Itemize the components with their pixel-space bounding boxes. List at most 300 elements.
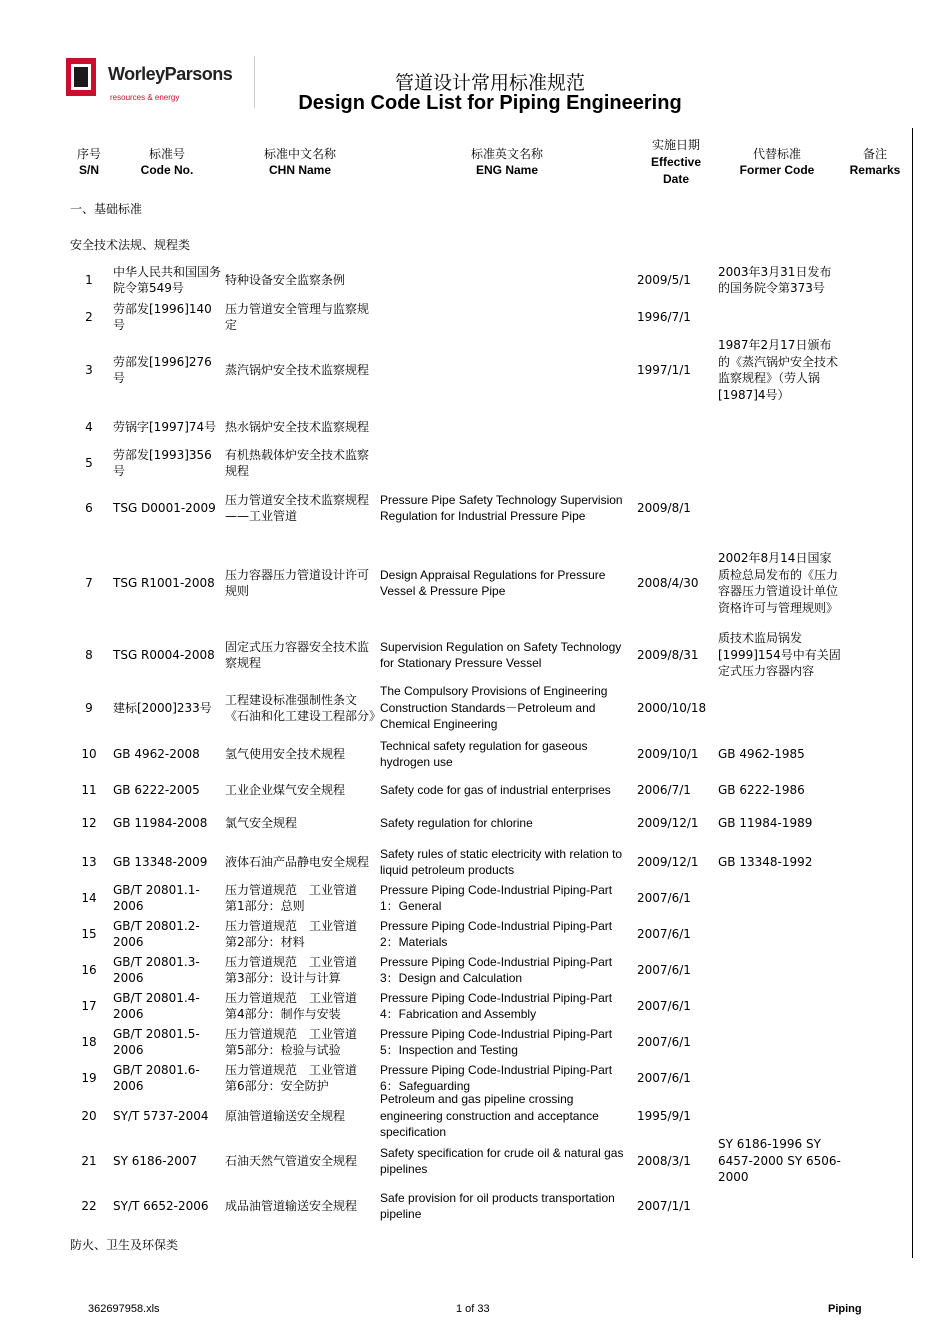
- table-row: [0, 262, 950, 298]
- cell-former-text: GB 4962-1985: [718, 746, 805, 761]
- cell-eng-text: Pressure Piping Code-Industrial Piping-Part 3：Design and Calculation: [380, 954, 613, 985]
- section-safety: 安全技术法规、规程类: [70, 238, 191, 252]
- cell-date: [637, 917, 715, 951]
- logo-mark-icon: [66, 58, 96, 96]
- table-row: [0, 300, 950, 334]
- cell-eng: [380, 683, 634, 733]
- cell-sn: [70, 845, 108, 879]
- cell-date-text: 2000/10/18: [637, 700, 707, 715]
- cell-date: [637, 262, 715, 298]
- cell-date-text: 1996/7/1: [637, 309, 691, 324]
- logo-name: WorleyParsons: [108, 64, 233, 84]
- cell-sn-text: 8: [85, 647, 93, 662]
- cell-sn: [70, 262, 108, 298]
- table-row: [0, 538, 950, 628]
- header-chn-name: [225, 146, 375, 178]
- cell-eng-text: Supervision Regulation on Safety Technology for Stationary Pressure Vessel: [380, 639, 622, 670]
- cell-former-text: GB 11984-1989: [718, 815, 813, 830]
- cell-date: [637, 1061, 715, 1095]
- cell-former: [718, 845, 843, 879]
- cell-chn: [225, 330, 375, 410]
- table-row: [0, 1093, 950, 1139]
- cell-sn: [70, 917, 108, 951]
- cell-former: [718, 1093, 843, 1139]
- cell-date: [637, 444, 715, 482]
- cell-chn: [225, 1137, 375, 1185]
- table-row: [0, 683, 950, 733]
- cell-date: [637, 1093, 715, 1139]
- header-former: [722, 146, 832, 178]
- cell-code-text: GB 13348-2009: [113, 854, 208, 869]
- cell-code-text: GB 11984-2008: [113, 815, 208, 830]
- cell-code: [113, 410, 221, 444]
- cell-code-text: GB/T 20801.4-2006: [113, 990, 200, 1021]
- cell-code-text: 劳部发[1996]276号: [113, 354, 212, 385]
- cell-code: [113, 538, 221, 628]
- cell-eng: [380, 444, 634, 482]
- cell-former: [718, 485, 843, 531]
- cell-chn: [225, 809, 375, 837]
- cell-sn: [70, 881, 108, 915]
- cell-date: [637, 953, 715, 987]
- cell-code-text: 劳部发[1996]140号: [113, 301, 212, 332]
- table-row: [0, 737, 950, 771]
- cell-code: [113, 881, 221, 915]
- cell-sn-text: 10: [81, 746, 97, 761]
- cell-code: [113, 917, 221, 951]
- header-code-cn: 标准号: [148, 147, 185, 161]
- cell-chn-text: 压力管道规范 工业管道 第1部分：总则: [225, 882, 370, 913]
- cell-eng: [380, 485, 634, 531]
- cell-sn: [70, 300, 108, 334]
- cell-code: [113, 737, 221, 771]
- cell-former: [718, 444, 843, 482]
- cell-code: [113, 683, 221, 733]
- cell-date-text: 2008/3/1: [637, 1153, 691, 1168]
- cell-eng: [380, 1061, 634, 1095]
- cell-former: [718, 1188, 843, 1224]
- cell-sn-text: 13: [81, 854, 97, 869]
- cell-chn-text: 石油天然气管道安全规程: [225, 1153, 358, 1168]
- cell-sn-text: 4: [85, 419, 93, 434]
- table-row: [0, 845, 950, 879]
- cell-sn-text: 1: [85, 272, 93, 287]
- cell-chn: [225, 737, 375, 771]
- cell-eng: [380, 300, 634, 334]
- cell-eng: [380, 989, 634, 1023]
- footer-file: 362697958.xls: [88, 1303, 160, 1315]
- cell-former: [718, 683, 843, 733]
- cell-code-text: SY/T 5737-2004: [113, 1108, 209, 1123]
- title-chinese: 管道设计常用标准规范: [394, 72, 585, 94]
- cell-chn: [225, 953, 375, 987]
- cell-date: [637, 809, 715, 837]
- cell-former: [718, 410, 843, 444]
- cell-sn-text: 16: [81, 962, 97, 977]
- cell-eng-text: Safety regulation for chlorine: [380, 815, 533, 830]
- cell-code: [113, 444, 221, 482]
- cell-date-text: 2009/12/1: [637, 854, 699, 869]
- cell-code: [113, 300, 221, 334]
- cell-date-text: 2009/8/31: [637, 647, 699, 662]
- table-row: [0, 629, 950, 681]
- cell-eng: [380, 262, 634, 298]
- cell-former-text: 质技术监局锅发[1999]154号中有关固定式压力容器内容: [718, 631, 841, 679]
- cell-sn-text: 5: [85, 455, 93, 470]
- cell-code-text: GB/T 20801.5-2006: [113, 1026, 200, 1057]
- cell-date-text: 2009/10/1: [637, 746, 699, 761]
- cell-former: [718, 300, 843, 334]
- company-logo: [64, 56, 255, 108]
- cell-code: [113, 1137, 221, 1185]
- cell-sn-text: 21: [81, 1153, 97, 1168]
- cell-chn-text: 压力容器压力管道设计许可规则: [225, 567, 370, 598]
- header-remarks-en: Remarks: [849, 163, 901, 177]
- cell-sn: [70, 1025, 108, 1059]
- header-eng-name: [380, 146, 634, 178]
- cell-former-text: SY 6186-1996 SY 6457-2000 SY 6506-2000: [718, 1137, 841, 1185]
- cell-former: [718, 262, 843, 298]
- cell-eng: [380, 1188, 634, 1224]
- cell-chn: [225, 1061, 375, 1095]
- cell-date: [637, 737, 715, 771]
- cell-sn-text: 11: [81, 782, 97, 797]
- cell-chn-text: 氯气安全规程: [225, 815, 298, 830]
- cell-chn-text: 压力管道规范 工业管道 第5部分：检验与试验: [225, 1026, 370, 1057]
- cell-chn-text: 压力管道规范 工业管道 第3部分：设计与计算: [225, 954, 370, 985]
- cell-code: [113, 953, 221, 987]
- cell-code-text: TSG R1001-2008: [113, 575, 215, 590]
- cell-chn: [225, 845, 375, 879]
- header-sn-cn: 序号: [76, 147, 101, 161]
- cell-code: [113, 989, 221, 1023]
- cell-eng: [380, 1093, 634, 1139]
- cell-code-text: GB/T 20801.2-2006: [113, 918, 200, 949]
- header-date-cn: 实施日期: [651, 138, 700, 152]
- cell-chn-text: 压力管道规范 工业管道 第2部分：材料: [225, 918, 370, 949]
- cell-eng-text: Safety specification for crude oil & natural gas pipelines: [380, 1145, 624, 1176]
- cell-former: [718, 989, 843, 1023]
- cell-date: [637, 845, 715, 879]
- table-row: [0, 809, 950, 837]
- cell-eng-text: Pressure Piping Code-Industrial Piping-Part 2：Materials: [380, 918, 613, 949]
- title-english: Design Code List for Piping Engineering: [298, 92, 682, 114]
- cell-eng-text: Pressure Pipe Safety Technology Supervision Regulation for Industrial Pressure Pipe: [380, 492, 623, 523]
- cell-sn-text: 17: [81, 998, 97, 1013]
- cell-chn-text: 氢气使用安全技术规程: [225, 746, 346, 761]
- table-row: [0, 1137, 950, 1185]
- table-row: [0, 485, 950, 531]
- logo-tagline: resources & energy: [110, 93, 180, 102]
- cell-chn: [225, 410, 375, 444]
- cell-eng: [380, 773, 634, 807]
- cell-eng-text: Design Appraisal Regulations for Pressure Vessel & Pressure Pipe: [380, 567, 606, 598]
- cell-chn: [225, 917, 375, 951]
- cell-eng-text: Pressure Piping Code-Industrial Piping-Part 5：Inspection and Testing: [380, 1026, 613, 1057]
- cell-former: [718, 881, 843, 915]
- cell-sn: [70, 953, 108, 987]
- cell-code-text: GB 6222-2005: [113, 782, 200, 797]
- cell-former: [718, 773, 843, 807]
- cell-code-text: GB/T 20801.1-2006: [113, 882, 200, 913]
- cell-date: [637, 410, 715, 444]
- cell-sn: [70, 773, 108, 807]
- cell-eng: [380, 538, 634, 628]
- cell-eng: [380, 1025, 634, 1059]
- cell-eng-text: Petroleum and gas pipeline crossing engineering construction and acceptance specification: [380, 1092, 599, 1140]
- cell-sn: [70, 809, 108, 837]
- cell-chn: [225, 1188, 375, 1224]
- cell-date: [637, 629, 715, 681]
- cell-sn-text: 3: [85, 362, 93, 377]
- cell-eng: [380, 629, 634, 681]
- header-sn: [66, 146, 112, 178]
- cell-code-text: GB 4962-2008: [113, 746, 200, 761]
- cell-date: [637, 330, 715, 410]
- cell-former: [718, 953, 843, 987]
- cell-date: [637, 683, 715, 733]
- cell-date-text: 2009/5/1: [637, 272, 691, 287]
- cell-date-text: 1997/1/1: [637, 362, 691, 377]
- cell-code: [113, 330, 221, 410]
- cell-code-text: TSG R0004-2008: [113, 647, 215, 662]
- header-former-cn: 代替标准: [752, 147, 801, 161]
- cell-date-text: 2007/6/1: [637, 962, 691, 977]
- cell-chn: [225, 485, 375, 531]
- header-chn-cn: 标准中文名称: [263, 147, 336, 161]
- cell-date: [637, 538, 715, 628]
- cell-date: [637, 881, 715, 915]
- table-row: [0, 989, 950, 1023]
- header-date-en2: Date: [662, 172, 689, 186]
- cell-sn-text: 12: [81, 815, 97, 830]
- cell-code: [113, 485, 221, 531]
- cell-date: [637, 1137, 715, 1185]
- table-row: [0, 953, 950, 987]
- cell-sn: [70, 1061, 108, 1095]
- cell-eng-text: Pressure Piping Code-Industrial Piping-Part 1：General: [380, 882, 613, 913]
- cell-sn: [70, 1137, 108, 1185]
- cell-former-text: GB 6222-1986: [718, 782, 805, 797]
- cell-date: [637, 485, 715, 531]
- cell-former-text: 2002年8月14日国家质检总局发布的《压力容器压力管道设计单位资格许可与管理规则》: [718, 551, 839, 615]
- cell-eng: [380, 330, 634, 410]
- header-code-en: Code No.: [140, 163, 194, 177]
- cell-former-text: GB 13348-1992: [718, 854, 813, 869]
- cell-chn: [225, 881, 375, 915]
- table-row: [0, 410, 950, 444]
- cell-chn: [225, 683, 382, 733]
- cell-chn-text: 热水锅炉安全技术监察规程: [225, 419, 370, 434]
- cell-chn-text: 压力管道安全技术监察规程——工业管道: [225, 492, 370, 523]
- cell-sn: [70, 683, 108, 733]
- cell-sn: [70, 410, 108, 444]
- cell-sn: [70, 629, 108, 681]
- cell-chn-text: 蒸汽锅炉安全技术监察规程: [225, 362, 370, 377]
- table-row: [0, 330, 950, 410]
- table-row: [0, 881, 950, 915]
- cell-sn: [70, 485, 108, 531]
- cell-chn-text: 原油管道输送安全规程: [225, 1108, 346, 1123]
- header-former-en: Former Code: [739, 163, 815, 177]
- cell-eng: [380, 809, 634, 837]
- cell-sn: [70, 737, 108, 771]
- cell-eng: [380, 410, 634, 444]
- cell-date-text: 2007/6/1: [637, 1070, 691, 1085]
- cell-code-text: SY/T 6652-2006: [113, 1198, 209, 1213]
- cell-chn: [225, 773, 375, 807]
- cell-code-text: 建标[2000]233号: [113, 700, 212, 715]
- cell-chn-text: 液体石油产品静电安全规程: [225, 854, 370, 869]
- cell-sn-text: 9: [85, 700, 93, 715]
- header-date: [637, 137, 715, 188]
- table-row: [0, 773, 950, 807]
- cell-code: [113, 1188, 221, 1224]
- header-chn-en: CHN Name: [268, 163, 331, 177]
- cell-code-text: GB/T 20801.6-2006: [113, 1062, 200, 1093]
- header-eng-en: ENG Name: [475, 163, 539, 177]
- cell-chn-text: 固定式压力容器安全技术监察规程: [225, 639, 370, 670]
- header-date-en1: Effective: [650, 155, 702, 169]
- cell-code: [113, 845, 221, 879]
- cell-sn-text: 22: [81, 1198, 97, 1213]
- cell-chn-text: 工程建设标准强制性条文《石油和化工建设工程部分》: [225, 692, 382, 723]
- cell-sn-text: 14: [81, 890, 97, 905]
- cell-former: [718, 1137, 843, 1185]
- cell-sn-text: 2: [85, 309, 93, 324]
- cell-date: [637, 1025, 715, 1059]
- section-fire: 防火、卫生及环保类: [70, 1238, 179, 1252]
- cell-eng-text: Pressure Piping Code-Industrial Piping-Part 4：Fabrication and Assembly: [380, 990, 613, 1021]
- cell-eng-text: Technical safety regulation for gaseous hydrogen use: [380, 738, 588, 769]
- cell-date-text: 2007/6/1: [637, 998, 691, 1013]
- cell-code: [113, 1061, 221, 1095]
- cell-eng: [380, 881, 634, 915]
- cell-date: [637, 989, 715, 1023]
- cell-eng: [380, 953, 634, 987]
- cell-chn: [225, 989, 375, 1023]
- cell-sn-text: 7: [85, 575, 93, 590]
- table-row: [0, 917, 950, 951]
- cell-code: [113, 629, 221, 681]
- cell-date-text: 2008/4/30: [637, 575, 699, 590]
- cell-eng: [380, 845, 634, 879]
- cell-code: [113, 1025, 221, 1059]
- cell-former: [718, 1025, 843, 1059]
- cell-date-text: 2009/12/1: [637, 815, 699, 830]
- cell-former: [718, 737, 843, 771]
- cell-date-text: 2007/6/1: [637, 890, 691, 905]
- cell-date-text: 2009/8/1: [637, 500, 691, 515]
- cell-code: [113, 262, 221, 298]
- cell-date-text: 2007/6/1: [637, 1034, 691, 1049]
- cell-eng-text: Pressure Piping Code-Industrial Piping-Part 6：Safeguarding: [380, 1062, 613, 1093]
- cell-date-text: 2007/6/1: [637, 926, 691, 941]
- cell-sn: [70, 444, 108, 482]
- cell-chn-text: 压力管道规范 工业管道 第6部分：安全防护: [225, 1062, 370, 1093]
- cell-chn-text: 成品油管道输送安全规程: [225, 1198, 358, 1213]
- table-row: [0, 444, 950, 482]
- cell-date: [637, 1188, 715, 1224]
- cell-code: [113, 773, 221, 807]
- cell-former-text: 1987年2月17日颁布的《蒸汽锅炉安全技术监察规程》（劳人锅[1987]4号）: [718, 338, 839, 402]
- cell-chn-text: 特种设备安全监察条例: [225, 272, 346, 287]
- cell-code: [113, 1093, 221, 1139]
- cell-sn: [70, 1093, 108, 1139]
- cell-eng: [380, 917, 634, 951]
- cell-code-text: 中华人民共和国国务院令第549号: [113, 264, 222, 295]
- table-row: [0, 1025, 950, 1059]
- cell-eng: [380, 737, 634, 771]
- cell-code-text: GB/T 20801.3-2006: [113, 954, 200, 985]
- cell-sn: [70, 538, 108, 628]
- cell-chn-text: 工业企业煤气安全规程: [225, 782, 346, 797]
- cell-former: [718, 917, 843, 951]
- cell-code-text: TSG D0001-2009: [113, 500, 216, 515]
- cell-eng-text: Safety code for gas of industrial enterprises: [380, 782, 611, 797]
- cell-former: [718, 629, 843, 681]
- cell-former: [718, 809, 843, 837]
- cell-eng-text: Safety rules of static electricity with relation to liquid petroleum products: [380, 846, 623, 877]
- cell-date-text: 1995/9/1: [637, 1108, 691, 1123]
- header-remarks: [840, 146, 910, 178]
- cell-sn-text: 6: [85, 500, 93, 515]
- cell-chn: [225, 629, 375, 681]
- cell-sn: [70, 1188, 108, 1224]
- cell-chn: [225, 300, 375, 334]
- cell-date: [637, 773, 715, 807]
- cell-chn: [225, 1093, 375, 1139]
- cell-chn: [225, 1025, 375, 1059]
- cell-eng-text: The Compulsory Provisions of Engineering Construction Standards－Petroleum and Chemical Engineering: [380, 684, 608, 732]
- cell-former: [718, 1061, 843, 1095]
- cell-date-text: 2006/7/1: [637, 782, 691, 797]
- cell-sn: [70, 989, 108, 1023]
- cell-eng-text: Safe provision for oil products transportation pipeline: [380, 1190, 615, 1221]
- table-row: [0, 1061, 950, 1095]
- cell-sn-text: 19: [81, 1070, 97, 1085]
- cell-eng: [380, 1137, 634, 1185]
- header-code: [120, 146, 214, 178]
- cell-code-text: SY 6186-2007: [113, 1153, 198, 1168]
- cell-sn-text: 15: [81, 926, 97, 941]
- cell-code: [113, 809, 221, 837]
- cell-former-text: 2003年3月31日发布的国务院令第373号: [718, 264, 832, 295]
- cell-date: [637, 300, 715, 334]
- cell-chn-text: 有机热载体炉安全技术监察规程: [225, 447, 370, 478]
- cell-chn-text: 压力管道安全管理与监察规定: [225, 301, 370, 332]
- cell-chn: [225, 538, 375, 628]
- header-remarks-cn: 备注: [862, 147, 887, 161]
- header-sn-en: S/N: [78, 163, 99, 177]
- header-eng-cn: 标准英文名称: [470, 147, 543, 161]
- cell-former: [718, 538, 843, 628]
- cell-code-text: 劳锅字[1997]74号: [113, 419, 217, 434]
- cell-chn: [225, 444, 375, 482]
- cell-sn-text: 18: [81, 1034, 97, 1049]
- cell-sn: [70, 330, 108, 410]
- footer-sheet: Piping: [828, 1303, 862, 1315]
- cell-code-text: 劳部发[1993]356号: [113, 447, 212, 478]
- section-basic: 一、基础标准: [70, 202, 143, 216]
- footer-page: 1 of 33: [456, 1303, 490, 1315]
- cell-former: [718, 330, 843, 410]
- cell-chn-text: 压力管道规范 工业管道 第4部分：制作与安装: [225, 990, 370, 1021]
- table-row: [0, 1188, 950, 1224]
- cell-sn-text: 20: [81, 1108, 97, 1123]
- cell-date-text: 2007/1/1: [637, 1198, 691, 1213]
- cell-chn: [225, 262, 375, 298]
